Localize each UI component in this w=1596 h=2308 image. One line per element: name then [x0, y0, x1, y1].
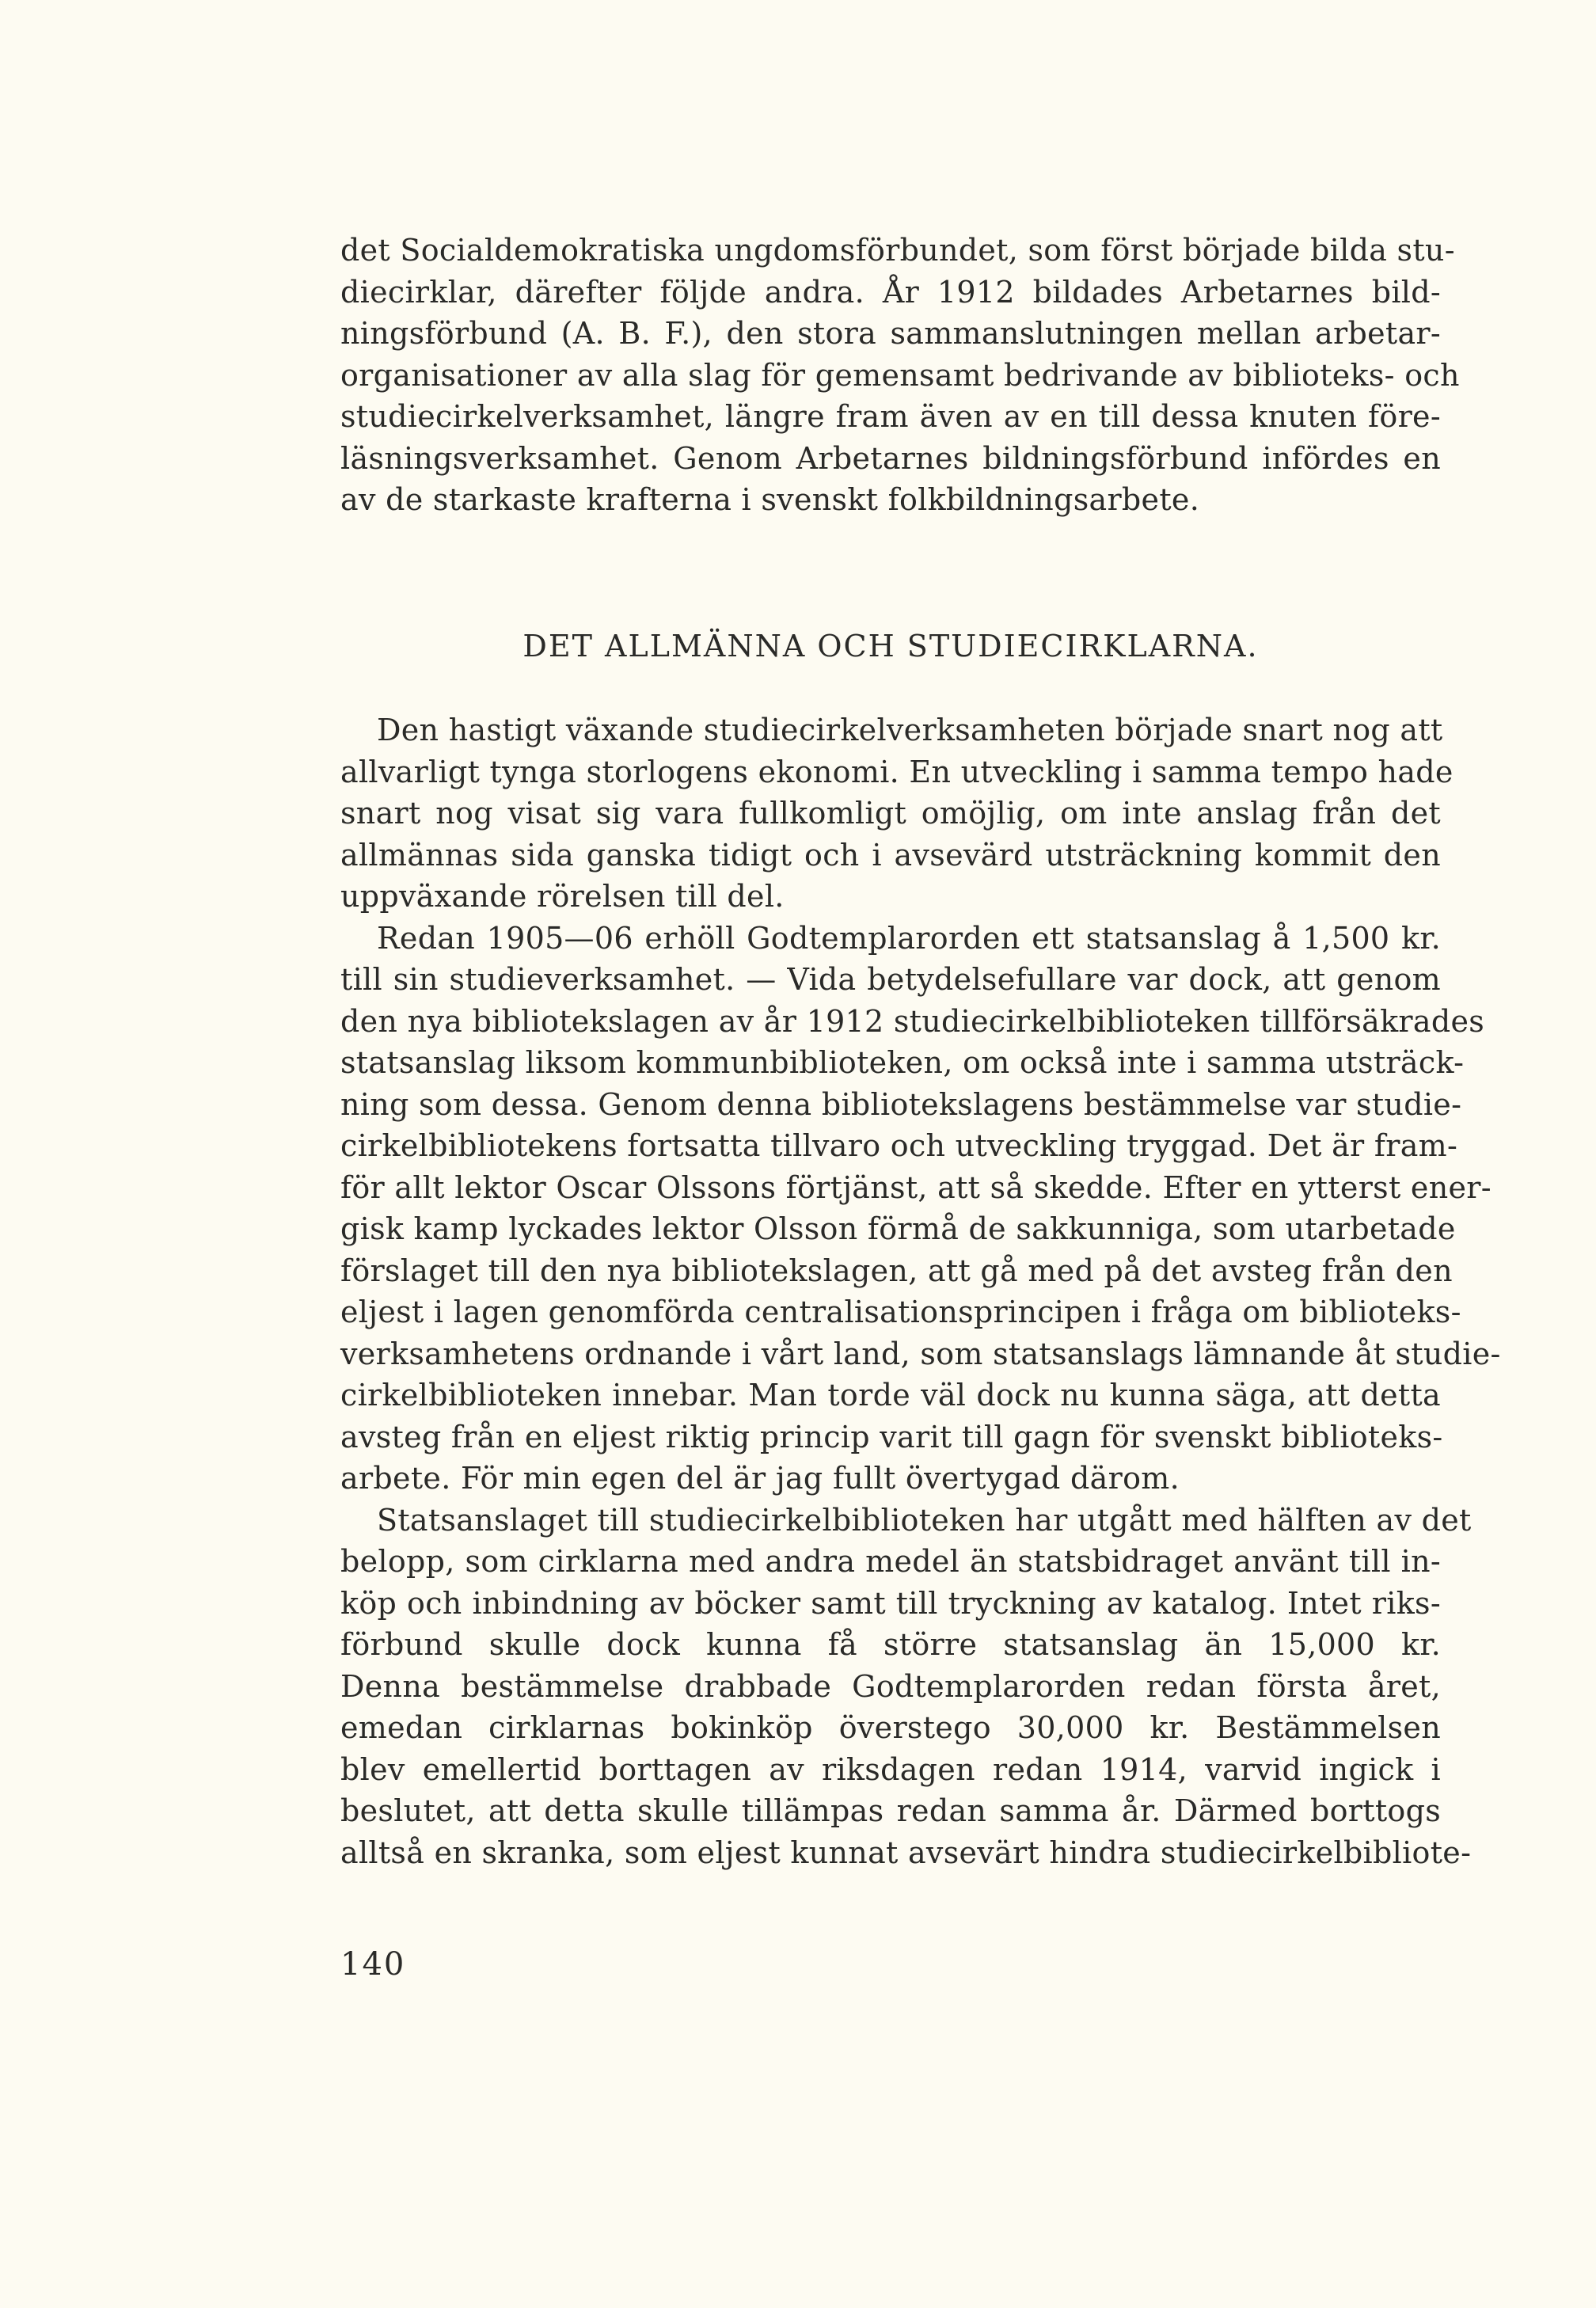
text-line: Statsanslaget till studiecirkelbiblioteken har utgått med hälften av det — [377, 1502, 1472, 1538]
text-line: emedan cirklarnas bokinköp överstego 30,000 kr. Bestämmelsen — [340, 1710, 1441, 1745]
text-line: alltså en skranka, som eljest kunnat avsevärt hindra studiecirkelbibliote- — [340, 1835, 1472, 1870]
text-line: gisk kamp lyckades lektor Olsson förmå de sakkunniga, som utarbetade — [340, 1211, 1456, 1246]
text-line: cirkelbibliotekens fortsatta tillvaro och utveckling tryggad. Det är fram- — [340, 1128, 1458, 1163]
text-line: eljest i lagen genomförda centralisationsprincipen i fråga om biblioteks- — [340, 1295, 1461, 1329]
text-line: uppväxande rörelsen till del. — [340, 879, 785, 914]
section-body — [340, 709, 1501, 1873]
text-line: läsningsverksamhet. Genom Arbetarnes bildningsförbund infördes en — [340, 440, 1441, 476]
text-line: Den hastigt växande studiecirkelverksamheten började snart nog att — [377, 713, 1443, 747]
text-line: förslaget till den nya bibliotekslagen, att gå med på det avsteg från den — [340, 1253, 1453, 1288]
text-line: Denna bestämmelse drabbade Godtemplarorden redan första året, — [340, 1668, 1441, 1704]
text-line: förbund skulle dock kunna få större statsanslag än 15,000 kr. — [340, 1627, 1441, 1662]
paragraph — [340, 1500, 1472, 1874]
text-line: beslutet, att detta skulle tillämpas redan samma år. Därmed borttogs — [340, 1793, 1441, 1828]
text-line: för allt lektor Oscar Olssons förtjänst, att så skedde. Efter en ytterst ener- — [340, 1169, 1492, 1205]
text-line: det Socialdemokratiska ungdomsförbundet, som först började bilda stu- — [340, 233, 1455, 268]
text-line: allmännas sida ganska tidigt och i avsevärd utsträckning kommit den — [340, 837, 1441, 873]
text-line: verksamhetens ordnande i vårt land, som statsanslags lämnande åt studie- — [340, 1336, 1501, 1371]
text-line: cirkelbiblioteken innebar. Man torde väl dock nu kunna säga, att detta — [340, 1378, 1441, 1413]
text-line: ning som dessa. Genom denna bibliotekslagens bestämmelse var studie- — [340, 1086, 1462, 1122]
paragraph — [340, 918, 1501, 1500]
text-line: diecirklar, därefter följde andra. År 1912 bildades Arbetarnes bild- — [340, 274, 1441, 310]
text-line: organisationer av alla slag för gemensamt bedrivande av biblioteks- och — [340, 357, 1460, 393]
text-line: den nya bibliotekslagen av år 1912 studiecirkelbiblioteken tillförsäkrades — [340, 1003, 1485, 1039]
section-heading: DET ALLMÄNNA OCH STUDIECIRKLARNA. — [522, 629, 1259, 664]
paragraph — [340, 709, 1454, 918]
text-line: studiecirkelverksamhet, längre fram även av en till dessa knuten före- — [340, 399, 1441, 434]
text-line: ningsförbund (A. B. F.), den stora sammanslutningen mellan arbetar- — [340, 316, 1441, 351]
text-line: belopp, som cirklarna med andra medel än statsbidraget använt till in- — [340, 1544, 1441, 1579]
text-line: allvarligt tynga storlogens ekonomi. En utveckling i samma tempo hade — [340, 754, 1454, 789]
text-line: Redan 1905—06 erhöll Godtemplarorden ett statsanslag å 1,500 kr. — [377, 920, 1441, 956]
text-line: blev emellertid borttagen av riksdagen redan 1914, varvid ingick i — [340, 1751, 1441, 1787]
text-line: arbete. För min egen del är jag fullt övertygad därom. — [340, 1461, 1180, 1496]
page-number: 140 — [340, 1946, 406, 1983]
text-line: av de starkaste krafterna i svenskt folkbildningsarbete. — [340, 482, 1200, 517]
text-line: avsteg från en eljest riktig princip varit till gagn för svenskt biblioteks- — [340, 1419, 1443, 1454]
intro-paragraph — [340, 230, 1460, 521]
text-line: statsanslag liksom kommunbiblioteken, om också inte i samma utsträck- — [340, 1045, 1465, 1080]
text-line: snart nog visat sig vara fullkomligt omöjlig, om inte anslag från det — [340, 796, 1441, 831]
text-line: till sin studieverksamhet. — Vida betydelsefullare var dock, att genom — [340, 962, 1441, 997]
text-line: köp och inbindning av böcker samt till tryckning av katalog. Intet riks- — [340, 1585, 1441, 1621]
